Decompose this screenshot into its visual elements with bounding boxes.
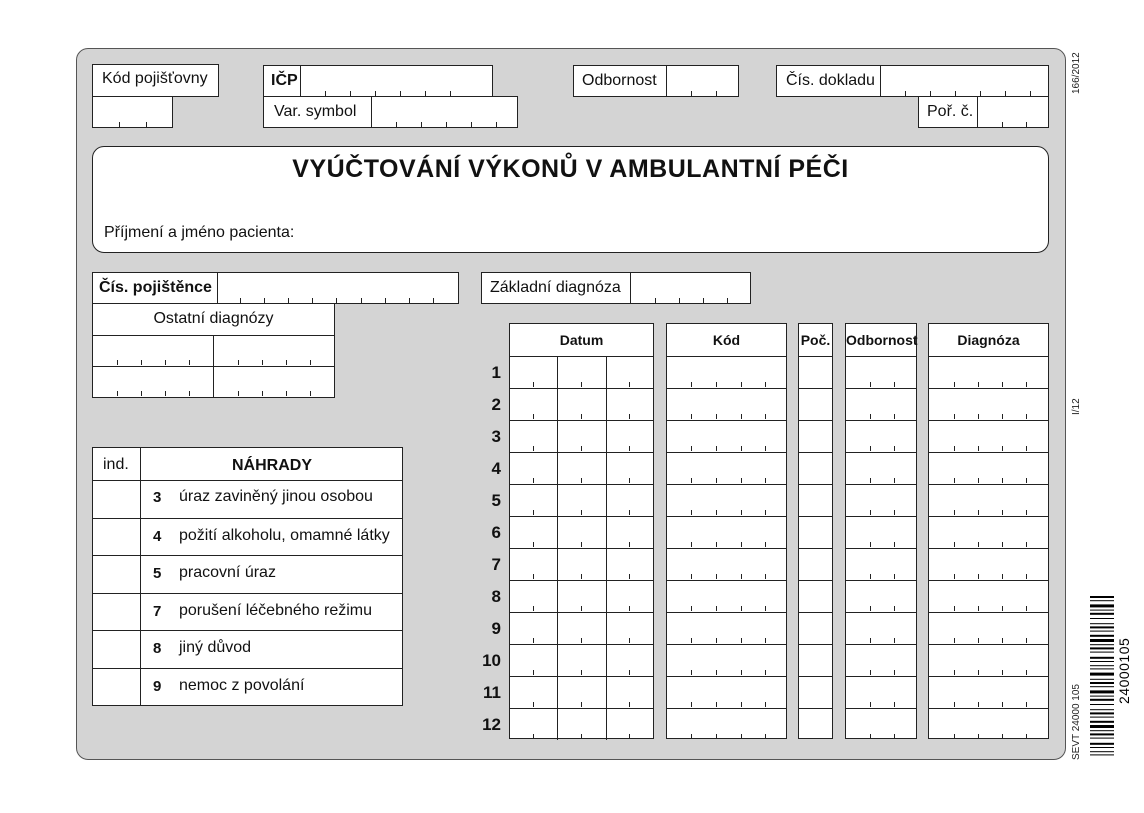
barcode-number: 24000105 (1116, 637, 1132, 704)
nahrady-row (93, 668, 402, 706)
nahrady-ind-cell[interactable] (93, 669, 140, 706)
nahrady-ind-cell[interactable] (93, 631, 140, 668)
grid-cell-odbornost[interactable] (846, 612, 916, 644)
grid-cell-diagnoza[interactable] (929, 612, 1048, 644)
nahrady-row-text: jiný důvod (179, 639, 252, 656)
icp-label: IČP (271, 72, 298, 89)
grid-cell-kod[interactable] (667, 420, 786, 452)
nahrady-row-text: nemoc z povolání (179, 676, 305, 694)
grid-cell-poc[interactable] (799, 548, 832, 580)
grid-cell-kod[interactable] (667, 516, 786, 548)
nahrady-row-text: pracovní úraz (179, 564, 276, 581)
column-header-poc: Poč. (800, 332, 831, 348)
nahrady-ind-cell[interactable] (93, 519, 140, 556)
nahrady-row-number: 9 (153, 677, 162, 695)
grid-cell-poc[interactable] (799, 516, 832, 548)
grid-cell-odbornost[interactable] (846, 644, 916, 676)
nahrady-row-number: 3 (153, 489, 162, 506)
grid-cell-odbornost[interactable] (846, 580, 916, 612)
row-number: 10 (482, 651, 501, 670)
edition-code: I/12 (1071, 398, 1082, 415)
por-c-field[interactable] (918, 96, 1049, 128)
row-number: 7 (491, 555, 501, 574)
ostatni-diagnozy-label: Ostatní diagnózy (153, 310, 274, 327)
row-number: 5 (491, 491, 501, 510)
kod-pojistovny-label: Kód pojišťovny (102, 70, 208, 87)
grid-cell-diagnoza[interactable] (929, 356, 1048, 388)
grid-cell-kod[interactable] (667, 484, 786, 516)
grid-cell-diagnoza[interactable] (929, 516, 1048, 548)
printer-code: SEVT 24000 105 (1071, 684, 1082, 760)
nahrady-row-text: požití alkoholu, omamné látky (179, 526, 390, 544)
nahrady-row-number: 8 (153, 640, 162, 657)
grid-cell-kod[interactable] (667, 356, 786, 388)
nahrady-header: NÁHRADY (232, 457, 312, 474)
grid-cell-kod[interactable] (667, 580, 786, 612)
grid-cell-poc[interactable] (799, 484, 832, 516)
grid-cell-diagnoza[interactable] (929, 548, 1048, 580)
column-datum (509, 323, 654, 739)
grid-cell-poc[interactable] (799, 388, 832, 420)
barcode (1090, 596, 1114, 758)
grid-cell-poc[interactable] (799, 580, 832, 612)
column-diagnoza (928, 323, 1049, 739)
nahrady-ind-cell[interactable] (93, 480, 140, 518)
column-odbornost (845, 323, 917, 739)
grid-cell-kod[interactable] (667, 612, 786, 644)
row-number: 2 (491, 395, 501, 414)
grid-cell-diagnoza[interactable] (929, 452, 1048, 484)
grid-cell-diagnoza[interactable] (929, 676, 1048, 708)
cis-dokladu-label: Čís. dokladu (786, 72, 875, 89)
cis-pojistence-field[interactable] (92, 272, 459, 304)
form-code: 166/2012 (1071, 52, 1082, 94)
grid-cell-kod[interactable] (667, 708, 786, 740)
grid-cell-kod[interactable] (667, 644, 786, 676)
nahrady-row-text: úraz zaviněný jinou osobou (179, 488, 373, 505)
icp-field[interactable] (263, 65, 493, 97)
odbornost-label: Odbornost (582, 72, 657, 89)
column-kod (666, 323, 787, 739)
grid-cell-diagnoza[interactable] (929, 420, 1048, 452)
grid-cell-poc[interactable] (799, 708, 832, 740)
zakladni-diagnoza-label: Základní diagnóza (490, 279, 621, 296)
nahrady-row (93, 555, 402, 593)
grid-cell-poc[interactable] (799, 356, 832, 388)
var-symbol-field[interactable] (263, 96, 518, 128)
nahrady-row (93, 480, 402, 518)
row-number: 8 (491, 587, 501, 606)
nahrady-row (93, 630, 402, 668)
nahrady-ind-cell[interactable] (93, 556, 140, 593)
cis-dokladu-field[interactable] (776, 65, 1049, 97)
row-number: 9 (491, 619, 501, 638)
kod-pojistovny-field[interactable] (92, 96, 173, 128)
grid-cell-diagnoza[interactable] (929, 388, 1048, 420)
row-number: 1 (491, 363, 501, 382)
zakladni-diagnoza-field[interactable] (481, 272, 751, 304)
por-c-label: Poř. č. (927, 103, 974, 120)
column-header-kod: Kód (712, 332, 741, 348)
cis-pojistence-label: Čís. pojištěnce (99, 279, 212, 296)
form-title: VYÚČTOVÁNÍ VÝKONŮ V AMBULANTNÍ PÉČI (292, 155, 849, 183)
ostatni-diagnozy-box (92, 303, 335, 398)
column-header-diagnoza: Diagnóza (957, 332, 1020, 348)
ind-label: ind. (103, 456, 129, 473)
grid-cell-diagnoza[interactable] (929, 580, 1048, 612)
row-number: 11 (483, 683, 501, 702)
grid-cell-poc[interactable] (799, 420, 832, 452)
nahrady-row (93, 518, 402, 556)
nahrady-row (93, 593, 402, 631)
nahrady-row-number: 4 (153, 527, 162, 545)
nahrady-ind-cell[interactable] (93, 594, 140, 631)
grid-cell-odbornost[interactable] (846, 356, 916, 388)
grid-cell-odbornost[interactable] (846, 516, 916, 548)
grid-cell-kod[interactable] (667, 388, 786, 420)
grid-cell-kod[interactable] (667, 676, 786, 708)
column-header-odbornost: Odbornost (846, 332, 918, 348)
grid-cell-odbornost[interactable] (846, 452, 916, 484)
nahrady-table (92, 447, 403, 706)
grid-cell-kod[interactable] (667, 452, 786, 484)
nahrady-row-number: 5 (153, 565, 162, 582)
grid-cell-poc[interactable] (799, 676, 832, 708)
grid-cell-odbornost[interactable] (846, 548, 916, 580)
grid-cell-odbornost[interactable] (846, 484, 916, 516)
grid-cell-odbornost[interactable] (846, 708, 916, 740)
grid-cell-poc[interactable] (799, 452, 832, 484)
grid-cell-diagnoza[interactable] (929, 644, 1048, 676)
grid-cell-diagnoza[interactable] (929, 484, 1048, 516)
row-number: 4 (491, 459, 501, 478)
grid-cell-odbornost[interactable] (846, 388, 916, 420)
nahrady-row-text: porušení léčebného režimu (179, 601, 373, 619)
grid-cell-odbornost[interactable] (846, 420, 916, 452)
patient-name-label: Příjmení a jméno pacienta: (104, 224, 295, 241)
title-box (92, 146, 1049, 253)
grid-cell-diagnoza[interactable] (929, 708, 1048, 740)
kod-pojistovny-label-box (92, 64, 219, 97)
grid-cell-odbornost[interactable] (846, 676, 916, 708)
grid-cell-poc[interactable] (799, 612, 832, 644)
nahrady-row-number: 7 (153, 602, 162, 620)
grid-cell-kod[interactable] (667, 548, 786, 580)
column-header-datum: Datum (559, 332, 604, 348)
row-number: 12 (482, 715, 501, 734)
odbornost-field[interactable] (573, 65, 739, 97)
grid-cell-poc[interactable] (799, 644, 832, 676)
row-number: 3 (491, 427, 501, 446)
row-number: 6 (491, 523, 501, 542)
column-poc (798, 323, 833, 739)
var-symbol-label: Var. symbol (274, 103, 357, 120)
